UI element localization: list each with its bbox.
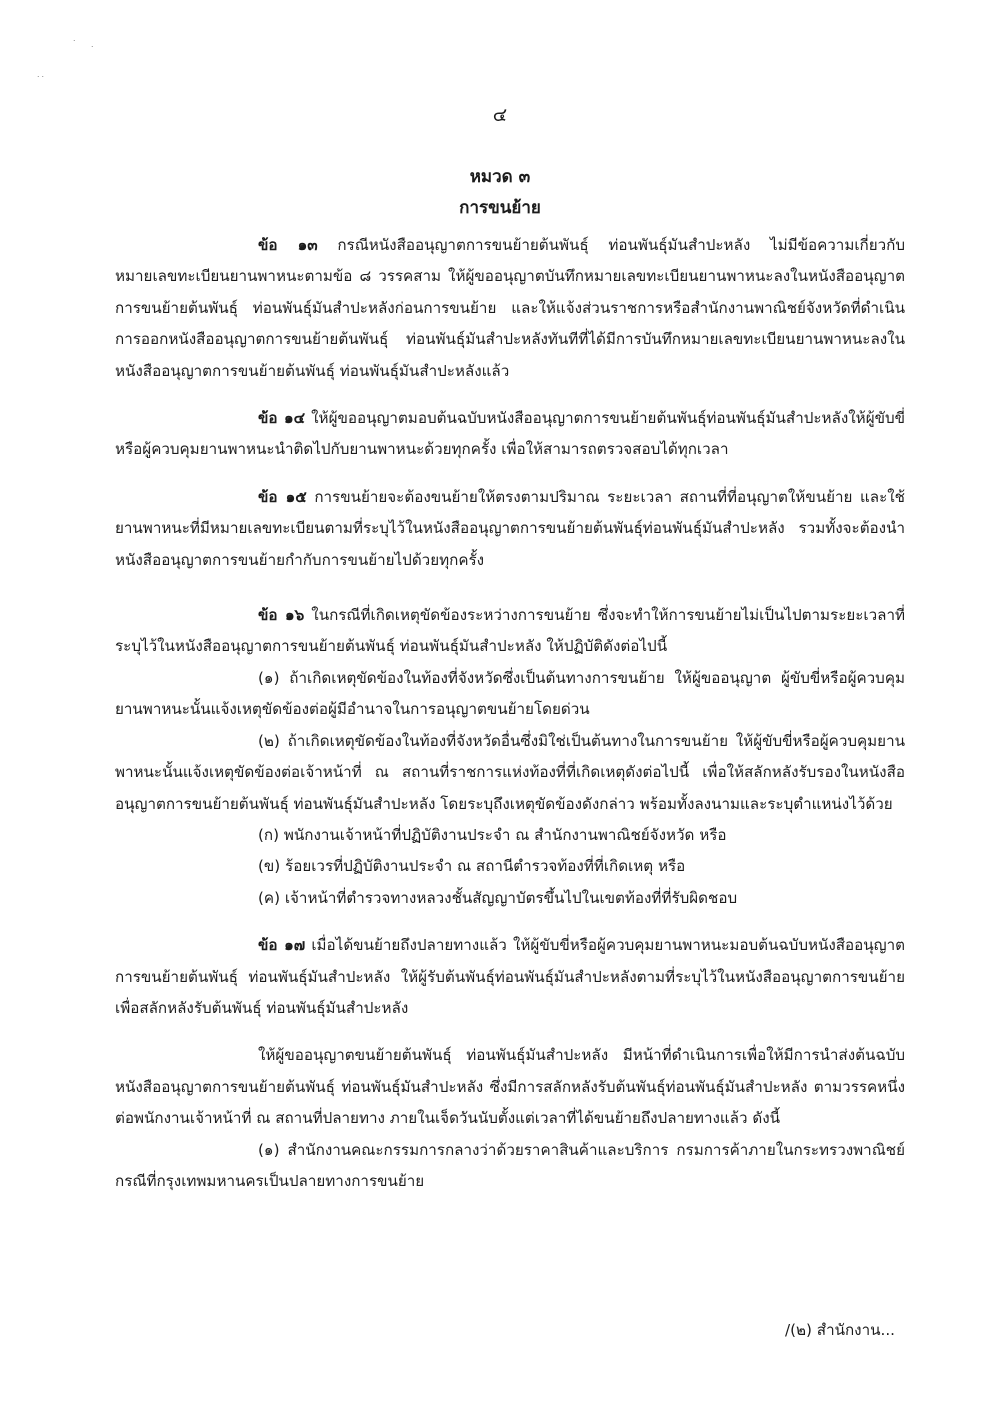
clause-13 (115, 230, 905, 387)
clause-16-subitem-kho: (ข) ร้อยเวรที่ปฏิบัติงานประจำ ณ สถานีตำรวจท้องที่ที่เกิดเหตุ หรือ (258, 857, 686, 876)
clause-text: เมื่อได้ขนย้ายถึงปลายทางแล้ว ให้ผู้ขับขี่หรือผู้ควบคุมยานพาหนะมอบต้นฉบับหนังสืออนุญาตการขนย้ายต้นพันธุ์ ท่อนพันธุ์มันสำปะหลัง ให้ผู้รับต้นพันธุ์ท่อนพันธุ์มันสำปะหลังตามที่ระบุไว้ในหนังสืออนุญาตการขนย้าย เพื่อสลักหลังรับต้นพันธุ์ ท่อนพันธุ์มันสำปะหลัง (115, 936, 905, 1017)
chapter-title: การขนย้าย (459, 198, 541, 218)
clause-label: ข้อ ๑๕ (258, 487, 307, 506)
scan-speck: ˙˙ (36, 76, 45, 86)
page-number: ๔ (492, 104, 508, 126)
document-body (115, 230, 905, 1197)
clause-text: ในกรณีที่เกิดเหตุขัดข้องระหว่างการขนย้าย ซึ่งจะทำให้การขนย้ายไม่เป็นไปตามระยะเวลาที่ระบุไว้ในหนังสืออนุญาตการขนย้ายต้นพันธุ์ ท่อนพันธุ์มันสำปะหลัง ให้ปฏิบัติดังต่อไปนี้ (115, 606, 905, 656)
clause-15 (115, 482, 905, 576)
clause-16-subitem-kha: (ค) เจ้าหน้าที่ตำรวจทางหลวงชั้นสัญญาบัตรขึ้นไปในเขตท้องที่ที่รับผิดชอบ (258, 888, 738, 907)
clause-16-item-2: (๒) ถ้าเกิดเหตุขัดข้องในท้องที่จังหวัดอื่นซึ่งมิใช่เป็นต้นทางในการขนย้าย ให้ผู้ขับขี่หรือผู้ควบคุมยานพาหนะนั้นแจ้งเหตุขัดข้องต่อเจ้าหน้าที่ ณ สถานที่ราชการแห่งท้องที่ที่เกิดเหตุดังต่อไปนี้ เพื่อให้สลักหลังรับรองในหนังสืออนุญาตการขนย้ายต้นพันธุ์ ท่อนพันธุ์มันสำปะหลัง โดยระบุถึงเหตุขัดข้องดังกล่าว พร้อมทั้งลงนามและระบุตำแหน่งไว้ด้วย (115, 731, 905, 813)
continuation-note: /(๒) สำนักงาน... (785, 1321, 895, 1339)
clause-16 (115, 600, 905, 663)
clause-label: ข้อ ๑๓ (258, 236, 318, 254)
clause-label: ข้อ ๑๗ (258, 936, 306, 955)
clause-17-paragraph-2: ให้ผู้ขออนุญาตขนย้ายต้นพันธุ์ ท่อนพันธุ์มันสำปะหลัง มีหน้าที่ดำเนินการเพื่อให้มีการนำส่งต้นฉบับหนังสืออนุญาตการขนย้ายต้นพันธุ์ ท่อนพันธุ์มันสำปะหลัง ซึ่งมีการสลักหลังรับต้นพันธุ์ท่อนพันธุ์มันสำปะหลัง ตามวรรคหนึ่งต่อพนักงานเจ้าหน้าที่ ณ สถานที่ปลายทาง ภายในเจ็ดวันนับตั้งแต่เวลาที่ได้ขนย้ายถึงปลายทางแล้ว ดังนี้ (115, 1046, 905, 1128)
clause-text: ให้ผู้ขออนุญาตมอบต้นฉบับหนังสืออนุญาตการขนย้ายต้นพันธุ์ท่อนพันธุ์มันสำปะหลังให้ผู้ขับขี่หรือผู้ควบคุมยานพาหนะนำติดไปกับยานพาหนะด้วยทุกครั้ง เพื่อให้สามารถตรวจสอบได้ทุกเวลา (115, 409, 905, 459)
clause-17 (115, 930, 905, 1024)
clause-17-item-1: (๑) สำนักงานคณะกรรมการกลางว่าด้วยราคาสินค้าและบริการ กรมการค้าภายในกระทรวงพาณิชย์ กรณีที่กรุงเทพมหานครเป็นปลายทางการขนย้าย (115, 1140, 905, 1190)
clause-label: ข้อ ๑๔ (258, 409, 306, 428)
clause-16-item-1: (๑) ถ้าเกิดเหตุขัดข้องในท้องที่จังหวัดซึ่งเป็นต้นทางการขนย้าย ให้ผู้ขออนุญาต ผู้ขับขี่หรือผู้ควบคุมยานพาหนะนั้นแจ้งเหตุขัดข้องต่อผู้มีอำนาจในการอนุญาตขนย้ายโดยด่วน (115, 668, 905, 719)
clause-label: ข้อ ๑๖ (258, 606, 305, 625)
scan-speck: ˙ (90, 46, 95, 56)
clause-text: การขนย้ายจะต้องขนย้ายให้ตรงตามปริมาณ ระยะเวลา สถานที่ที่อนุญาตให้ขนย้าย และใช้ยานพาหนะที่มีหมายเลขทะเบียนตามที่ระบุไว้ในหนังสืออนุญาตการขนย้ายต้นพันธุ์ท่อนพันธุ์มันสำปะหลัง รวมทั้งจะต้องนำหนังสืออนุญาตการขนย้ายกำกับการขนย้ายไปด้วยทุกครั้ง (115, 487, 905, 569)
clause-14 (115, 403, 905, 466)
clause-16-subitem-ka: (ก) พนักงานเจ้าหน้าที่ปฏิบัติงานประจำ ณ สำนักงานพาณิชย์จังหวัด หรือ (258, 825, 727, 844)
chapter-number: หมวด ๓ (469, 167, 531, 187)
clause-text: กรณีหนังสืออนุญาตการขนย้ายต้นพันธุ์ ท่อนพันธุ์มันสำปะหลัง ไม่มีข้อความเกี่ยวกับหมายเลขทะเบียนยานพาหนะตามข้อ ๘ วรรคสาม ให้ผู้ขออนุญาตบันทึกหมายเลขทะเบียนยานพาหนะลงในหนังสืออนุญาตการขนย้ายต้นพันธุ์ ท่อนพันธุ์มันสำปะหลังก่อนการขนย้าย และให้แจ้งส่วนราชการหรือสำนักงานพาณิชย์จังหวัดที่ดำเนินการออกหนังสืออนุญาตการขนย้ายต้นพันธุ์ ท่อนพันธุ์มันสำปะหลังทันทีที่ได้มีการบันทึกหมายเลขทะเบียนยานพาหนะลงในหนังสืออนุญาตการขนย้ายต้นพันธุ์ ท่อนพันธุ์มันสำปะหลังแล้ว (115, 236, 905, 380)
scan-speck: ˙ (72, 40, 77, 50)
